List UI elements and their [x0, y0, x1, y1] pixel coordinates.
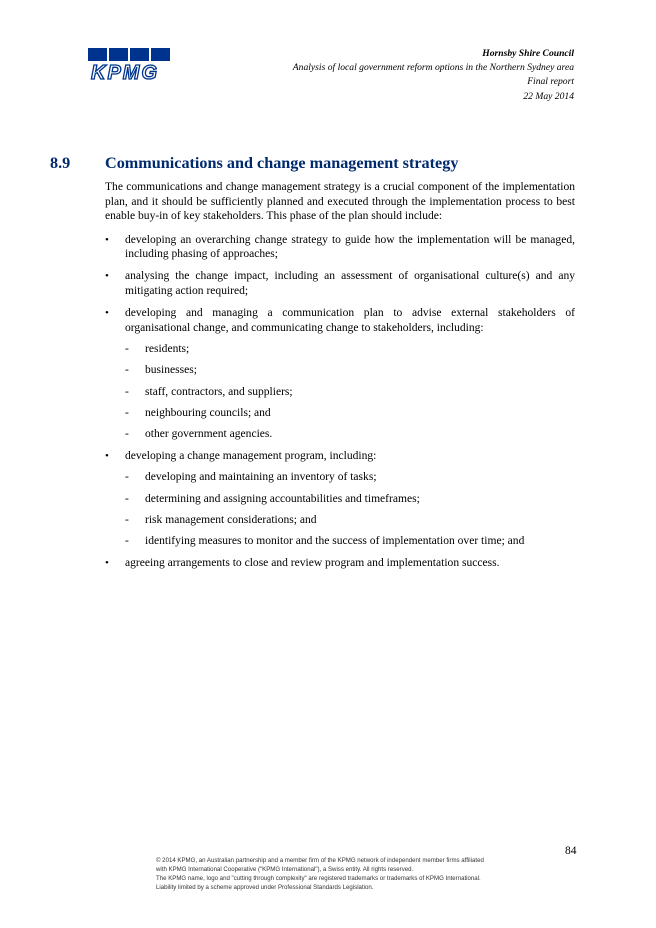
section-body [105, 180, 575, 578]
dash-icon: - [125, 513, 129, 526]
dash-icon: - [125, 471, 129, 484]
dash-icon: - [125, 492, 129, 505]
sub-item-text: businesses; [145, 364, 197, 377]
bullet-item [105, 306, 575, 441]
kpmg-logo [88, 48, 170, 82]
bullet-list [105, 233, 575, 571]
bullet-item [105, 233, 575, 262]
intro-paragraph: The communications and change management strategy is a crucial component of the implementation plan, and it should be sufficiently planned and executed through the implementation process to best enable buy-in of key stakeholders. This phase of the plan should include: [105, 181, 575, 223]
bullet-icon: • [105, 307, 109, 320]
sub-item [125, 342, 575, 357]
kpmg-logo-text: KPMG [91, 62, 159, 82]
document-title: Analysis of local government reform options in the Northern Sydney area [292, 62, 574, 74]
footer-line: with KPMG International Cooperative ("KPMG International"), a Swiss entity. All rights reserved. [156, 865, 414, 873]
section-number: 8.9 [50, 154, 71, 172]
sub-list [125, 342, 575, 441]
bullet-text: agreeing arrangements to close and review program and implementation success. [125, 556, 500, 569]
sub-item-text: residents; [145, 343, 190, 356]
sub-item [125, 534, 575, 549]
organisation-name: Hornsby Shire Council [482, 48, 574, 59]
dash-icon: - [125, 534, 129, 547]
sub-item-text: staff, contractors, and suppliers; [145, 385, 293, 398]
sub-item-text: other government agencies. [145, 427, 273, 440]
dash-icon: - [125, 406, 129, 419]
bullet-item [105, 556, 575, 571]
sub-item [125, 470, 575, 485]
sub-item [125, 385, 575, 400]
sub-item [125, 406, 575, 421]
sub-item [125, 427, 575, 442]
sub-item [125, 492, 575, 507]
dash-icon: - [125, 364, 129, 377]
page-header [244, 47, 574, 104]
dash-icon: - [125, 427, 129, 440]
footer [156, 857, 556, 893]
bullet-item [105, 269, 575, 298]
dash-icon: - [125, 343, 129, 356]
page-number: 84 [565, 845, 577, 857]
footer-line: © 2014 KPMG, an Australian partnership and a member firm of the KPMG network of independent member firms affiliated [156, 857, 484, 864]
report-date: 22 May 2014 [523, 90, 574, 102]
sub-item-text: neighbouring councils; and [145, 406, 271, 419]
sub-item [125, 363, 575, 378]
bullet-icon: • [105, 270, 109, 283]
footer-line: The KPMG name, logo and "cutting through complexity" are registered trademarks or trademarks of KPMG International. [156, 874, 481, 882]
bullet-icon: • [105, 556, 109, 569]
bullet-item [105, 449, 575, 548]
bullet-icon: • [105, 233, 109, 246]
bullet-text: developing and managing a communication plan to advise external stakeholders of organisational change, and communicating change to stakeholders, including: [125, 307, 575, 334]
sub-item-text: identifying measures to monitor and the success of implementation over time; and [145, 534, 525, 547]
sub-item-text: risk management considerations; and [145, 513, 317, 526]
footer-line: Liability limited by a scheme approved under Professional Standards Legislation. [156, 883, 374, 891]
bullet-text: developing an overarching change strategy to guide how the implementation will be managed, including phasing of approaches; [125, 233, 575, 261]
dash-icon: - [125, 385, 129, 398]
section-title: Communications and change management strategy [105, 154, 459, 172]
bullet-icon: • [105, 449, 109, 462]
bullet-text: analysing the change impact, including an assessment of organisational culture(s) and any mitigating action required; [125, 270, 575, 298]
sub-item-text: determining and assigning accountabilities and timeframes; [145, 492, 420, 505]
report-type: Final report [527, 76, 574, 88]
sub-list [125, 470, 575, 548]
sub-item-text: developing and maintaining an inventory of tasks; [145, 471, 377, 484]
bullet-text: developing a change management program, including: [125, 449, 377, 462]
sub-item [125, 513, 575, 528]
